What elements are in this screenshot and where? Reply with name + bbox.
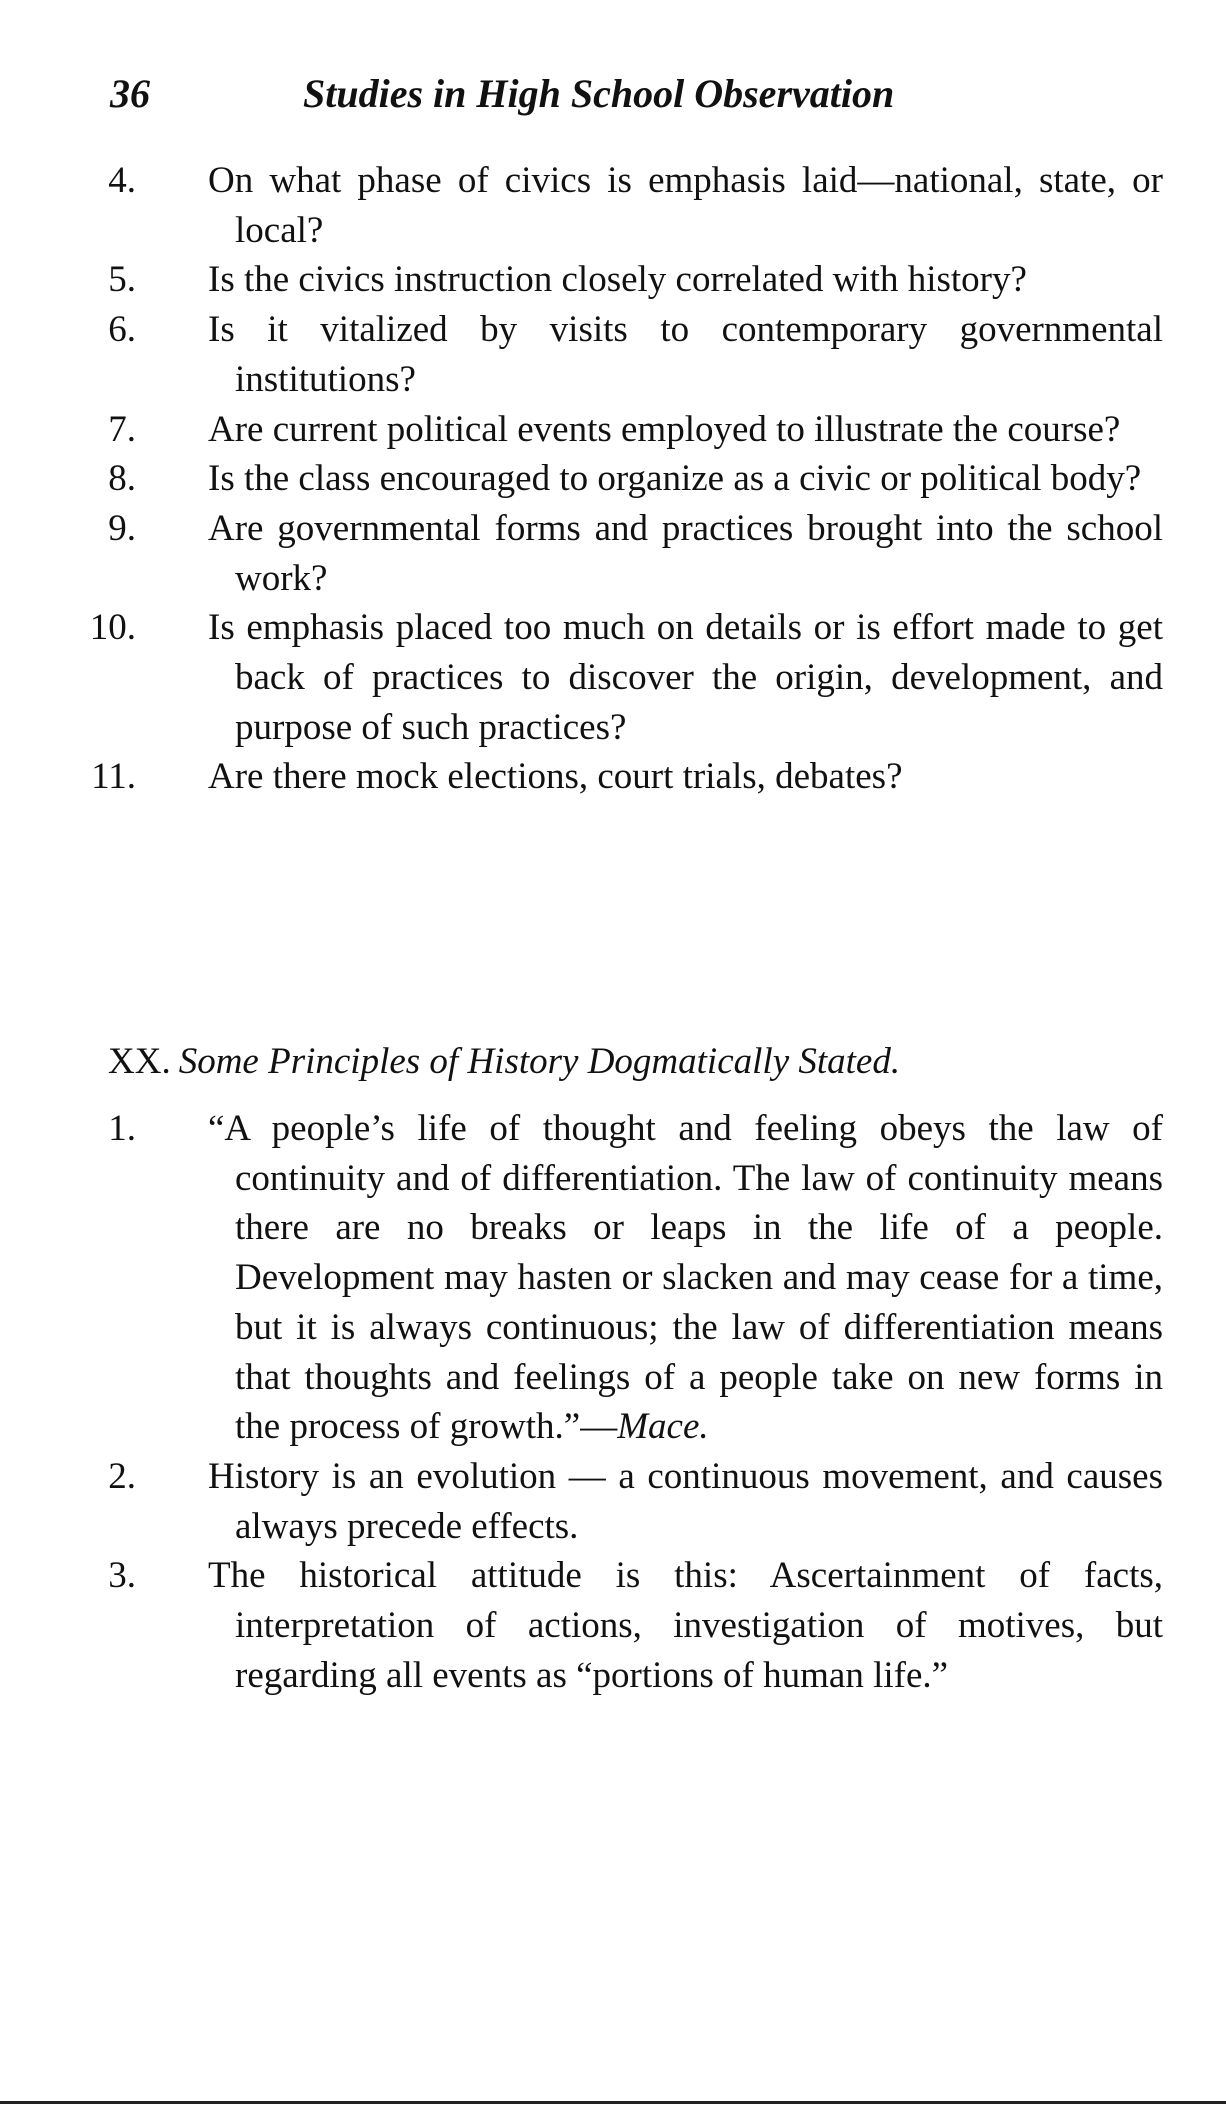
list-item <box>0 1452 1163 1551</box>
list-item <box>0 305 1163 404</box>
item-text: Are there mock elections, court trials, debates? <box>208 756 903 798</box>
item-number: 9. <box>108 507 136 549</box>
item-number: 6. <box>108 309 136 351</box>
item-text: Are governmental forms and practices brought into the school work? <box>208 507 1163 599</box>
item-number: 1. <box>108 1108 136 1149</box>
section-heading <box>108 1037 900 1087</box>
item-text: Is it vitalized by visits to contemporary governmental institutions? <box>208 309 1163 400</box>
item-number: 7. <box>108 408 136 450</box>
item-number: 11. <box>91 756 136 798</box>
item-text: History is an evolution — a continuous movement, and causes always precede effects. <box>208 1455 1163 1547</box>
item-text: Is the class encouraged to organize as a civic or political body? <box>208 458 1142 500</box>
list-item <box>0 603 1163 752</box>
principles-list <box>0 1104 1226 1700</box>
question-list <box>0 156 1226 802</box>
running-header <box>0 70 1226 130</box>
list-item <box>0 454 1163 504</box>
list-item <box>0 1104 1163 1452</box>
item-text: The historical attitude is this: Ascertainment of facts, interpretation of actions, investigation of motives, but regarding all events as “portions of human life.” <box>208 1555 1163 1696</box>
item-number: 4. <box>108 160 136 201</box>
list-item <box>0 156 1163 255</box>
list-item <box>0 255 1163 305</box>
item-text: Are current political events employed to illustrate the course? <box>208 408 1121 450</box>
list-item <box>0 504 1163 603</box>
running-title: Studies in High School Observation <box>303 71 895 116</box>
attribution: Mace. <box>617 1406 709 1448</box>
list-item <box>0 752 1163 802</box>
item-number: 8. <box>108 458 136 500</box>
item-number: 5. <box>108 259 136 301</box>
page-number: 36 <box>110 71 150 116</box>
item-text: Is emphasis placed too much on details or is effort made to get back of practices to discover the origin, development, and purpose of such practices? <box>208 607 1163 748</box>
item-number: 2. <box>108 1455 136 1497</box>
section-title: Some Principles of History Dogmatically Stated. <box>178 1041 901 1082</box>
item-text: On what phase of civics is emphasis laid—national, state, or local? <box>208 160 1163 251</box>
section-numeral: XX. <box>108 1041 171 1082</box>
item-number: 3. <box>108 1555 136 1597</box>
list-item <box>0 1551 1163 1700</box>
item-number: 10. <box>89 607 136 649</box>
list-item <box>0 405 1163 455</box>
item-text: “A people’s life of thought and feeling obeys the law of continuity and of differentiation. The law of continuity means there are no breaks or leaps in the life of a people. Development may hasten or slacken and may cease for a time, but it is always continuous; the law of differentiation means that thoughts and feelings of a people take on new forms in the process of growth.”— <box>208 1108 1163 1448</box>
page-edge-rule <box>0 2101 1226 2104</box>
item-text: Is the civics instruction closely correlated with history? <box>208 259 1027 301</box>
